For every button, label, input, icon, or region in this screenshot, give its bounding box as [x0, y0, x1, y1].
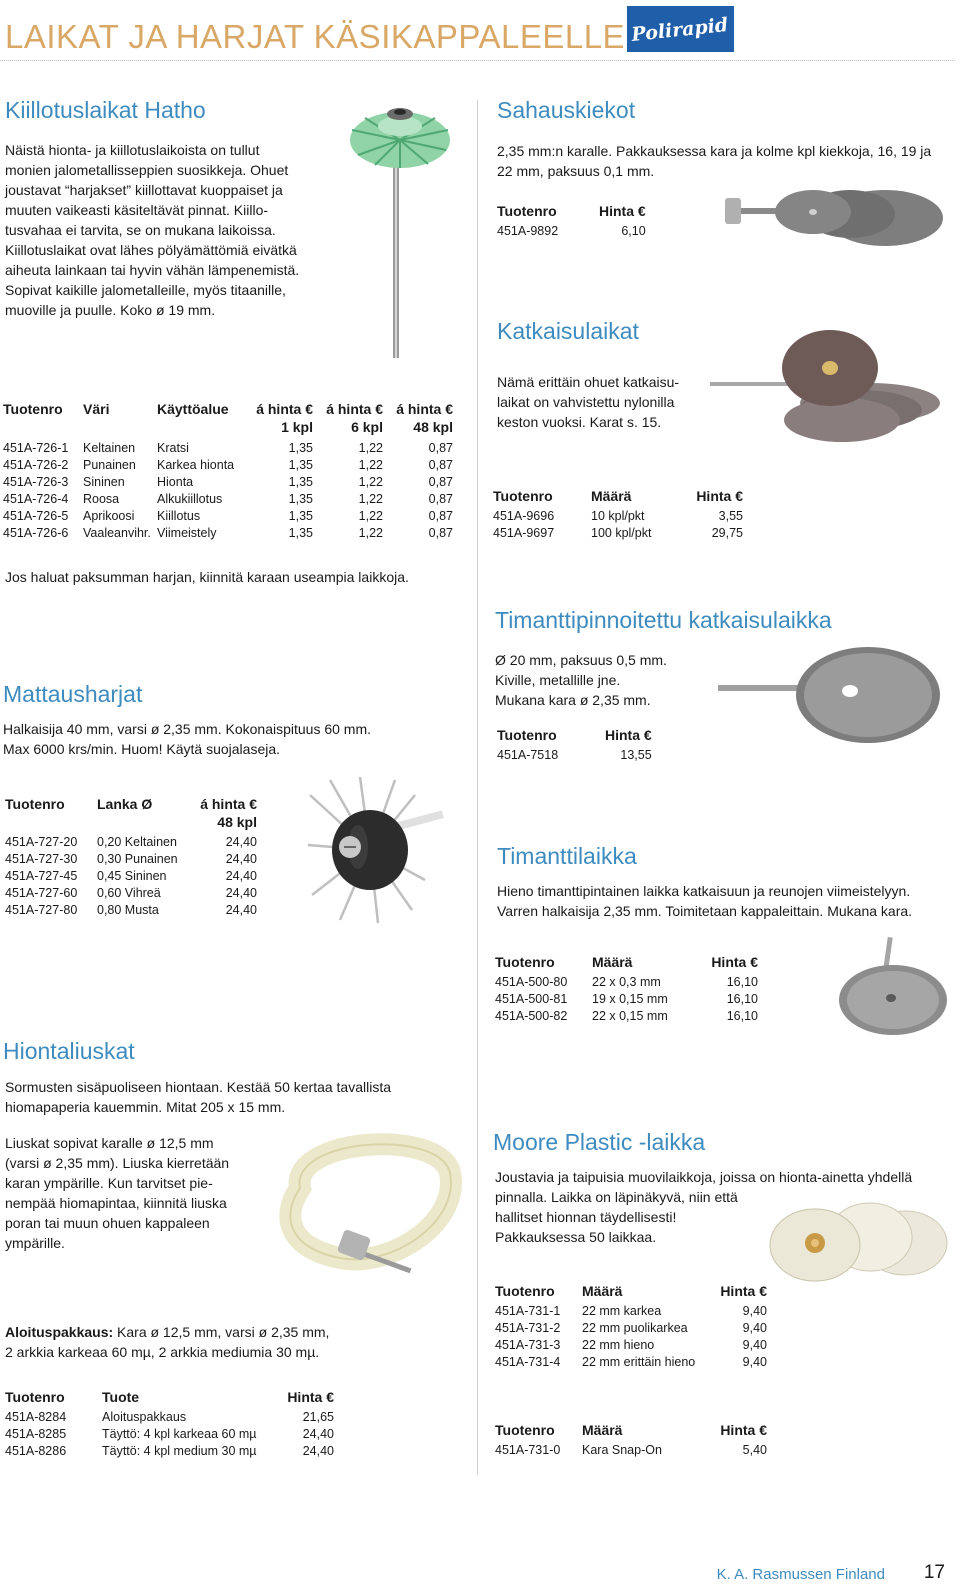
timanttipinnoitettu-title: Timanttipinnoitettu katkaisulaikka — [495, 607, 832, 633]
table-row: 451A-727-45 0,45 Sininen 24,40 — [5, 869, 257, 883]
title-divider — [0, 60, 955, 61]
table-row: 451A-500-81 19 x 0,15 mm 16,10 — [495, 992, 758, 1006]
cutoff-discs-image — [710, 328, 945, 448]
hatho-description: Näistä hionta- ja kiillotuslaikoista on tullut monien jalometallisseppien suosikkeja. Ohuet joustavat “harjakset” kiillottavat kuoppaiset ja muuten vaikeasti käsiteltävät pinnat. Kiillo- tusvahaa ei tarvita, se on mukana laikoissa. Kiillotuslaikat ovat lähes pölyämättömiä eivätkä aiheuta lainkaan tai hyvin vähän lämpenemistä. Sopivat kaikille jalometalleille, myös titaanille, muoville ja puulle. Koko ø 19 mm. — [5, 142, 300, 318]
katkaisu-description: Nämä erittäin ohuet katkaisu- laikat on vahvistettu nylonilla keston vuoksi. Karat s. 15. — [497, 374, 680, 430]
hatho-brush-image — [340, 100, 465, 360]
table-row: 451A-726-1 Keltainen Kratsi 1,35 1,22 0,87 — [3, 441, 453, 455]
matting-brush-image — [300, 775, 450, 925]
hionta-usage-text: Liuskat sopivat karalle ø 12,5 mm (varsi ø 2,35 mm). Liuska kierretään karan ympärille. Kun tarvitset pie- nempää hiomapintaa, kiinnitä liuska poran tai muun ohuen kappaleen ympärille. — [5, 1135, 230, 1251]
timanttilaikka-price-table: Tuotenro Määrä Hinta € 451A-500-80 22 x 0,3 mm 16,10 451A-500-81 19 x 0,15 mm 16,10 451A-500-82 22 x 0,15 mm 16,10 — [495, 954, 758, 1023]
katkaisu-title: Katkaisulaikat — [497, 318, 639, 344]
timanttipinnoitettu-price-table: Tuotenro Hinta € 451A-7518 13,55 — [497, 727, 652, 762]
sanding-strip-image — [270, 1128, 470, 1303]
table-row: 451A-7518 13,55 — [497, 748, 652, 762]
hionta-description: Sormusten sisäpuoliseen hiontaan. Kestää 50 kertaa tavallista hiomapaperia kauemmin. Mitat 205 x 15 mm. — [5, 1079, 392, 1115]
page-number: 17 — [923, 1562, 945, 1583]
hatho-price-table: Tuotenro Väri Käyttöalue á hinta € 1 kpl á hinta € 6 kpl á hinta € 48 kpl 451A-726-1 Keltainen Kratsi 1,35 1,22 0,87 451A-726-2 Punainen Karkea hionta 1,35 1,22 0,87 451A-726-3 Sininen Hionta 1,35 1,22 0,87 451A-726-4 Roosa Alkukiillotus 1,35 1,22 0,87 451A-726-5 Aprikoosi Kiillotus 1,35 1,22 0,87 451A-726-6 Vaaleanvihr. Viimeistely 1,35 1,22 0,87 — [3, 401, 453, 540]
table-row: 451A-8284 Aloituspakkaus 21,65 — [5, 1410, 334, 1424]
table-row: 451A-9892 6,10 — [497, 224, 646, 238]
moore-title: Moore Plastic -laikka — [493, 1129, 706, 1155]
table-row: 451A-731-0 Kara Snap-On 5,40 — [495, 1443, 767, 1457]
timanttipinnoitettu-description: Ø 20 mm, paksuus 0,5 mm. Kiville, metallille jne. Mukana kara ø 2,35 mm. — [495, 652, 667, 708]
table-row: 451A-731-4 22 mm erittäin hieno 9,40 — [495, 1355, 767, 1369]
timanttilaikka-description: Hieno timanttipintainen laikka katkaisuun ja reunojen viimeistelyyn. Varren halkaisija 2,35 mm. Toimitetaan kappaleittain. Mukana kara. — [497, 883, 913, 919]
moore-price-table: Tuotenro Määrä Hinta € 451A-731-1 22 mm karkea 9,40 451A-731-2 22 mm puolikarkea 9,40 451A-731-3 22 mm hieno 9,40 451A-731-4 22 mm erittäin hieno 9,40 — [495, 1283, 767, 1369]
table-row: 451A-8285 Täyttö: 4 kpl karkeaa 60 mµ 24,40 — [5, 1427, 334, 1441]
page-title: LAIKAT JA HARJAT KÄSIKAPPALEELLE — [5, 18, 626, 55]
column-divider — [477, 100, 478, 1475]
table-row: 451A-726-2 Punainen Karkea hionta 1,35 1,22 0,87 — [3, 458, 453, 472]
table-row: 451A-726-3 Sininen Hionta 1,35 1,22 0,87 — [3, 475, 453, 489]
katkaisu-price-table: Tuotenro Määrä Hinta € 451A-9696 10 kpl/pkt 3,55 451A-9697 100 kpl/pkt 29,75 — [493, 488, 743, 540]
moore-mandrel-table: Tuotenro Määrä Hinta € 451A-731-0 Kara Snap-On 5,40 — [495, 1422, 767, 1457]
svg-text:Polirapid: Polirapid — [630, 14, 730, 47]
saw-blades-image — [715, 180, 945, 250]
table-row: 451A-500-80 22 x 0,3 mm 16,10 — [495, 975, 758, 989]
table-row: 451A-500-82 22 x 0,15 mm 16,10 — [495, 1009, 758, 1023]
hionta-price-table: Tuotenro Tuote Hinta € 451A-8284 Aloituspakkaus 21,65 451A-8285 Täyttö: 4 kpl karkeaa 60 mµ 24,40 451A-8286 Täyttö: 4 kpl medium 30 mµ 24,40 — [5, 1389, 334, 1458]
table-row: 451A-731-1 22 mm karkea 9,40 — [495, 1304, 767, 1318]
polirapid-logo — [627, 6, 734, 52]
table-row: 451A-9697 100 kpl/pkt 29,75 — [493, 526, 743, 540]
hionta-title: Hiontaliuskat — [3, 1038, 135, 1064]
hionta-starter-kit: Aloituspakkaus: Kara ø 12,5 mm, varsi ø 2,35 mm, 2 arkkia karkeaa 60 mµ, 2 arkkia mediumia 30 mµ. — [5, 1324, 330, 1360]
table-row: 451A-727-30 0,30 Punainen 24,40 — [5, 852, 257, 866]
hatho-note: Jos haluat paksumman harjan, kiinnitä karaan useampia laikkoja. — [5, 569, 409, 585]
table-row: 451A-9696 10 kpl/pkt 3,55 — [493, 509, 743, 523]
sahaus-price-table: Tuotenro Hinta € 451A-9892 6,10 — [497, 203, 646, 238]
footer-company: K. A. Rasmussen Finland — [716, 1566, 885, 1583]
table-row: 451A-727-20 0,20 Keltainen 24,40 — [5, 835, 257, 849]
sahaus-title: Sahauskiekot — [497, 97, 636, 123]
table-row: 451A-731-3 22 mm hieno 9,40 — [495, 1338, 767, 1352]
diamond-disc-image — [718, 645, 948, 750]
moore-discs-image — [755, 1185, 950, 1285]
table-row: 451A-727-60 0,60 Vihreä 24,40 — [5, 886, 257, 900]
table-row: 451A-726-4 Roosa Alkukiillotus 1,35 1,22 0,87 — [3, 492, 453, 506]
mattaus-price-table: Tuotenro Lanka Ø á hinta € 48 kpl 451A-727-20 0,20 Keltainen 24,40 451A-727-30 0,30 Punainen 24,40 451A-727-45 0,45 Sininen 24,40 451A-727-60 0,60 Vihreä 24,40 451A-727-80 0,80 Musta 24,40 — [5, 796, 257, 917]
sahaus-description: 2,35 mm:n karalle. Pakkauksessa kara ja kolme kpl kiekkoja, 16, 19 ja 22 mm, paksuus 0,1 mm. — [497, 143, 932, 179]
table-row: 451A-726-6 Vaaleanvihr. Viimeistely 1,35 1,22 0,87 — [3, 526, 453, 540]
table-row: 451A-726-5 Aprikoosi Kiillotus 1,35 1,22 0,87 — [3, 509, 453, 523]
moore-description: Joustavia ja taipuisia muovilaikkoja, joissa on hionta-ainetta yhdellä pinnalla. Laikka on läpinäkyvä, niin että hallitset hionnan täydellisesti! Pakkauksessa 50 laikkaa. — [495, 1169, 913, 1245]
diamond-wheel-image — [835, 932, 950, 1037]
table-row: 451A-731-2 22 mm puolikarkea 9,40 — [495, 1321, 767, 1335]
table-row: 451A-727-80 0,80 Musta 24,40 — [5, 903, 257, 917]
hatho-title: Kiillotuslaikat Hatho — [5, 97, 206, 123]
mattaus-description: Halkaisija 40 mm, varsi ø 2,35 mm. Kokonaispituus 60 mm. Max 6000 krs/min. Huom! Käytä suojalaseja. — [3, 721, 372, 757]
timanttilaikka-title: Timanttilaikka — [497, 843, 637, 869]
table-row: 451A-8286 Täyttö: 4 kpl medium 30 mµ 24,40 — [5, 1444, 334, 1458]
mattaus-title: Mattausharjat — [3, 681, 143, 707]
